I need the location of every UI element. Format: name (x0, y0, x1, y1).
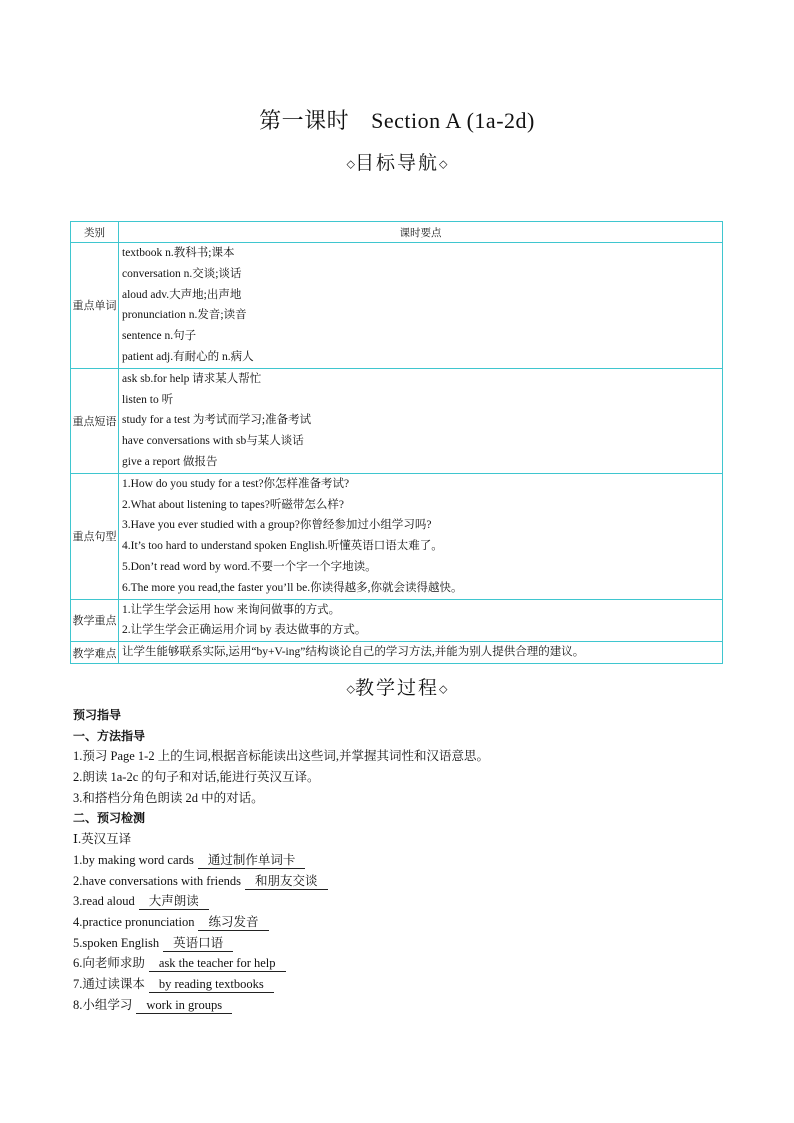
phrase-line: listen to 听 (122, 393, 174, 406)
preview-heading: 预习指导 (73, 708, 122, 722)
table-row (71, 368, 723, 473)
table-row (71, 642, 723, 664)
exercise-answer: ask the teacher for help (149, 956, 286, 972)
phrase-line: have conversations with sb与某人谈话 (122, 435, 304, 448)
lesson-label: 第一课时 (259, 108, 350, 133)
row-category: 重点短语 (71, 368, 119, 473)
preview-guide (73, 705, 723, 1015)
method-item: 3.和搭档分角色朗读 2d 中的对话。 (73, 790, 264, 805)
exercise-answer: 通过制作单词卡 (198, 853, 306, 869)
diamond-icon: ◇ (439, 682, 448, 696)
diamond-icon: ◇ (439, 157, 448, 171)
row-category: 教学难点 (71, 642, 119, 664)
diamond-icon: ◇ (346, 157, 355, 171)
exercise-question: 3.read aloud (73, 894, 135, 909)
lesson-points-table (70, 221, 723, 664)
exercise-answer: 和朋友交谈 (245, 874, 328, 890)
part-title: Ⅰ.英汉互译 (73, 832, 132, 847)
phrase-line: study for a test 为考试而学习;准备考试 (122, 414, 312, 427)
header-category: 类别 (71, 222, 119, 243)
difficulty-line: 让学生能够联系实际,运用“by+V-ing”结构谈论自己的学习方法,并能为别人提供合理的建议。 (122, 646, 585, 659)
goals-banner (0, 148, 794, 175)
exercise-item (73, 953, 723, 974)
row-content (119, 599, 723, 642)
exercise-answer: by reading textbooks (149, 977, 274, 993)
focus-line: 1.让学生学会运用 how 来询问做事的方式。 (122, 603, 341, 616)
exercise-answer: 大声朗读 (139, 894, 209, 910)
section-label: Section A (1a-2d) (371, 108, 535, 133)
vocab-line: sentence n.句子 (122, 330, 197, 343)
exercise-answer: work in groups (136, 998, 232, 1014)
table-header-row (71, 222, 723, 243)
exercise-question: 2.have conversations with friends (73, 873, 242, 888)
exercise-answer: 练习发音 (198, 915, 268, 931)
exercise-question: 6.向老师求助 (73, 956, 145, 971)
vocab-line: patient adj.有耐心的 n.病人 (122, 350, 254, 363)
row-category: 教学重点 (71, 599, 119, 642)
exercise-question: 4.practice pronunciation (73, 914, 195, 929)
row-category: 重点单词 (71, 243, 119, 369)
phrase-line: give a report 做报告 (122, 455, 218, 468)
table-row (71, 599, 723, 642)
process-heading: 教学过程 (354, 677, 439, 699)
row-category: 重点句型 (71, 473, 119, 599)
diamond-icon: ◇ (346, 682, 355, 696)
exercise-item (73, 933, 723, 954)
exercise-item (73, 891, 723, 912)
exercise-item (73, 850, 723, 871)
method-item: 2.朗读 1a-2c 的句子和对话,能进行英汉互译。 (73, 770, 320, 785)
exercise-item (73, 995, 723, 1016)
sentence-line: 1.How do you study for a test?你怎样准备考试? (122, 477, 350, 490)
exercise-answer: 英语口语 (163, 936, 233, 952)
vocab-line: textbook n.教科书;课本 (122, 247, 235, 259)
method-item: 1.预习 Page 1-2 上的生词,根据音标能读出这些词,并掌握其词性和汉语意思。 (73, 749, 489, 764)
header-points: 课时要点 (119, 222, 723, 243)
method-title: 一、方法指导 (73, 728, 146, 743)
sentence-line: 6.The more you read,the faster you’ll be.你读得越多,你就会读得越快。 (122, 581, 463, 594)
vocab-line: pronunciation n.发音;读音 (122, 309, 247, 322)
sentence-line: 5.Don’t read word by word.不要一个字一个字地读。 (122, 560, 377, 573)
sentence-line: 3.Have you ever studied with a group?你曾经参加过小组学习吗? (122, 519, 432, 532)
table-row (71, 243, 723, 369)
row-content (119, 473, 723, 599)
row-content (119, 368, 723, 473)
goals-heading: 目标导航 (354, 152, 439, 174)
row-content (119, 642, 723, 664)
row-content (119, 243, 723, 369)
exercise-item (73, 871, 723, 892)
vocab-line: conversation n.交谈;谈话 (122, 267, 242, 280)
exercise-question: 1.by making word cards (73, 852, 194, 867)
page-title (0, 104, 794, 135)
check-title: 二、预习检测 (73, 811, 146, 826)
focus-line: 2.让学生学会正确运用介词 by 表达做事的方式。 (122, 624, 367, 637)
table-row (71, 473, 723, 599)
sentence-line: 4.It’s too hard to understand spoken English.听懂英语口语太难了。 (122, 540, 443, 553)
process-banner (0, 673, 794, 700)
exercise-question: 7.通过读课本 (73, 976, 145, 991)
phrase-line: ask sb.for help 请求某人帮忙 (122, 372, 262, 385)
exercise-item (73, 912, 723, 933)
vocab-line: aloud adv.大声地;出声地 (122, 288, 242, 301)
exercise-question: 5.spoken English (73, 935, 160, 950)
exercise-question: 8.小组学习 (73, 997, 133, 1012)
exercise-item (73, 974, 723, 995)
sentence-line: 2.What about listening to tapes?听磁带怎么样? (122, 498, 344, 511)
